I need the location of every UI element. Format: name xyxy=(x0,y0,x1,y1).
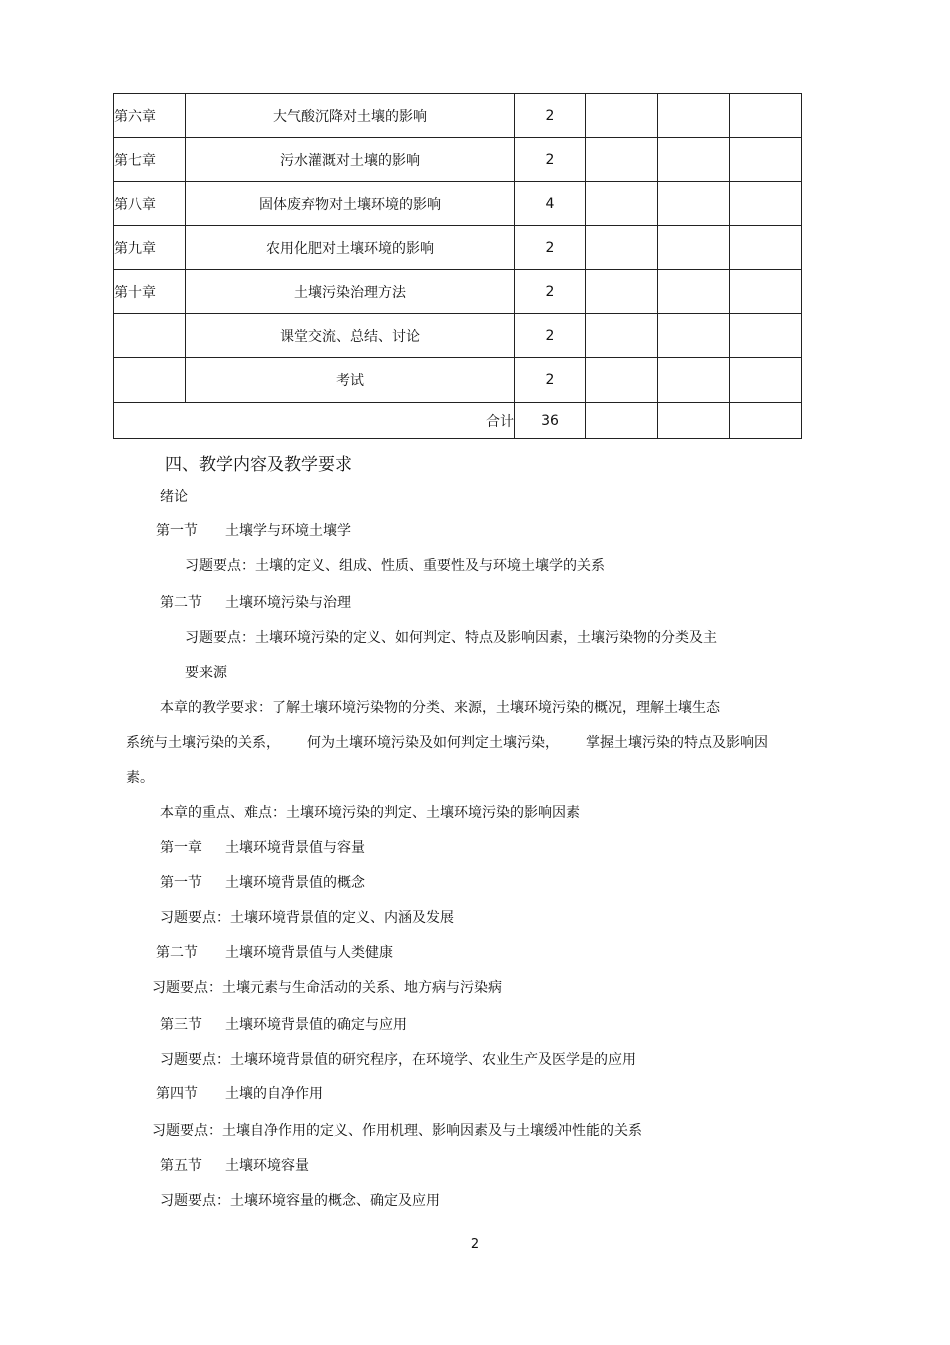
intro-section-2 xyxy=(160,592,351,612)
empty-cell xyxy=(586,94,658,138)
ch1-section-3 xyxy=(160,1014,407,1034)
intro-requirements-cont xyxy=(126,732,768,752)
empty-cell xyxy=(730,94,802,138)
total-label: 合计 xyxy=(114,403,515,439)
table-row xyxy=(114,270,802,314)
empty-cell xyxy=(658,270,730,314)
section-title: 土壤的自净作用 xyxy=(225,1086,323,1102)
total-row xyxy=(114,403,802,439)
table-row xyxy=(114,358,802,403)
empty-cell xyxy=(586,314,658,358)
table-row xyxy=(114,182,802,226)
topic-cell: 课堂交流、总结、讨论 xyxy=(186,314,515,358)
intro-title: 绪论 xyxy=(160,489,188,505)
empty-cell xyxy=(586,403,658,439)
chapter-cell: 第七章 xyxy=(114,138,186,182)
section-label: 第五节 xyxy=(160,1158,202,1174)
table-row xyxy=(114,226,802,270)
intro-section-2-points: 习题要点：土壤环境污染的定义、如何判定、特点及影响因素，土壤污染物的分类及主 xyxy=(185,630,717,646)
total-hours: 36 xyxy=(515,403,586,439)
section-label: 第一节 xyxy=(160,875,202,891)
ch1-section-1 xyxy=(160,872,365,892)
ch1-section-1-points: 习题要点：土壤环境背景值的定义、内涵及发展 xyxy=(160,910,454,926)
empty-cell xyxy=(658,226,730,270)
topic-cell: 固体废弃物对土壤环境的影响 xyxy=(186,182,515,226)
hours-cell: 4 xyxy=(515,182,586,226)
empty-cell xyxy=(586,270,658,314)
section-title: 土壤环境污染与治理 xyxy=(225,595,351,611)
requirement-part: 何为土壤环境污染及如何判定土壤污染， xyxy=(307,735,559,751)
empty-cell xyxy=(730,358,802,403)
hours-cell: 2 xyxy=(515,270,586,314)
empty-cell xyxy=(586,226,658,270)
topic-cell: 农用化肥对土壤环境的影响 xyxy=(186,226,515,270)
intro-section-1-points: 习题要点：土壤的定义、组成、性质、重要性及与环境土壤学的关系 xyxy=(185,558,605,574)
empty-cell xyxy=(730,270,802,314)
section-title: 土壤环境容量 xyxy=(225,1158,309,1174)
chapter-cell: 第九章 xyxy=(114,226,186,270)
chapter-cell: 第六章 xyxy=(114,94,186,138)
empty-cell xyxy=(586,182,658,226)
intro-key-points: 本章的重点、难点：土壤环境污染的判定、土壤环境污染的影响因素 xyxy=(160,805,580,821)
section-title: 土壤学与环境土壤学 xyxy=(225,523,351,539)
chapter-cell xyxy=(114,314,186,358)
section-title: 土壤环境背景值与人类健康 xyxy=(225,945,393,961)
intro-requirements-end: 素。 xyxy=(126,770,154,786)
topic-cell: 大气酸沉降对土壤的影响 xyxy=(186,94,515,138)
empty-cell xyxy=(730,314,802,358)
chapter-1-title xyxy=(160,837,365,857)
topic-cell: 土壤污染治理方法 xyxy=(186,270,515,314)
section-label: 第四节 xyxy=(156,1086,198,1102)
empty-cell xyxy=(658,182,730,226)
hours-cell: 2 xyxy=(515,94,586,138)
chapter-cell xyxy=(114,358,186,403)
hours-cell: 2 xyxy=(515,358,586,403)
requirement-part: 系统与土壤污染的关系， xyxy=(126,735,280,751)
ch1-section-4 xyxy=(156,1083,323,1103)
topic-cell: 污水灌溉对土壤的影响 xyxy=(186,138,515,182)
empty-cell xyxy=(730,138,802,182)
empty-cell xyxy=(730,226,802,270)
ch1-section-3-points: 习题要点：土壤环境背景值的研究程序，在环境学、农业生产及医学是的应用 xyxy=(160,1052,636,1068)
ch1-section-5-points: 习题要点：土壤环境容量的概念、确定及应用 xyxy=(160,1193,440,1209)
ch1-section-2-points: 习题要点：土壤元素与生命活动的关系、地方病与污染病 xyxy=(152,980,502,996)
intro-section-1 xyxy=(156,520,351,540)
empty-cell xyxy=(730,403,802,439)
empty-cell xyxy=(658,314,730,358)
empty-cell xyxy=(658,138,730,182)
ch1-section-4-points: 习题要点：土壤自净作用的定义、作用机理、影响因素及与土壤缓冲性能的关系 xyxy=(152,1123,642,1139)
chapter-label: 第一章 xyxy=(160,840,202,856)
hours-cell: 2 xyxy=(515,226,586,270)
topic-cell: 考试 xyxy=(186,358,515,403)
page-number: 2 xyxy=(470,1237,480,1252)
empty-cell xyxy=(658,358,730,403)
chapter-title: 土壤环境背景值与容量 xyxy=(225,840,365,856)
chapter-cell: 第八章 xyxy=(114,182,186,226)
empty-cell xyxy=(658,94,730,138)
requirement-part: 掌握土壤污染的特点及影响因 xyxy=(586,735,768,751)
empty-cell xyxy=(658,403,730,439)
empty-cell xyxy=(586,138,658,182)
ch1-section-2 xyxy=(156,942,393,962)
course-hours-table xyxy=(113,93,802,439)
intro-section-2-points-cont: 要来源 xyxy=(185,665,227,681)
section-label: 第三节 xyxy=(160,1017,202,1033)
table-row xyxy=(114,138,802,182)
section-title: 土壤环境背景值的概念 xyxy=(225,875,365,891)
hours-cell: 2 xyxy=(515,314,586,358)
section-label: 第二节 xyxy=(156,945,198,961)
ch1-section-5 xyxy=(160,1155,309,1175)
section-label: 第一节 xyxy=(156,523,198,539)
hours-cell: 2 xyxy=(515,138,586,182)
empty-cell xyxy=(586,358,658,403)
section-label: 第二节 xyxy=(160,595,202,611)
empty-cell xyxy=(730,182,802,226)
table-row xyxy=(114,94,802,138)
table-row xyxy=(114,314,802,358)
section-heading: 四、教学内容及教学要求 xyxy=(165,455,352,475)
chapter-cell: 第十章 xyxy=(114,270,186,314)
section-title: 土壤环境背景值的确定与应用 xyxy=(225,1017,407,1033)
intro-requirements: 本章的教学要求：了解土壤环境污染物的分类、来源，土壤环境污染的概况，理解土壤生态 xyxy=(160,700,720,716)
